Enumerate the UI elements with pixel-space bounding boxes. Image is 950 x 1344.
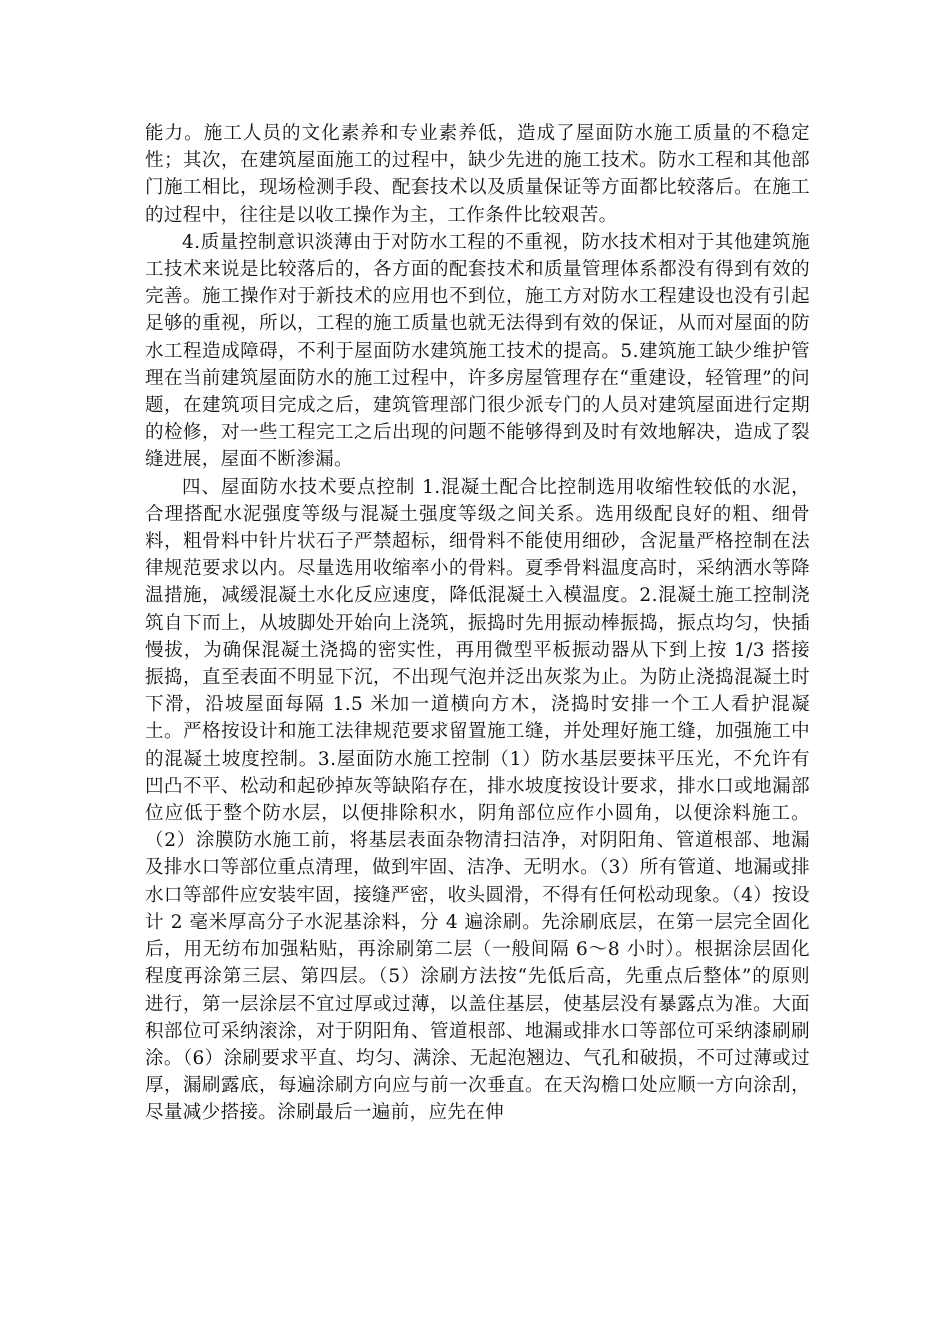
paragraph-3: 四、屋面防水技术要点控制 1.混凝土配合比控制选用收缩性较低的水泥，合理搭配水泥强度等级与混凝土强度等级之间关系。选用级配良好的粗、细骨料，粗骨料中针片状石子严禁超标，细骨料不能使用细砂，含泥量严格控制在法律规范要求以内。尽量选用收缩率小的骨料。夏季骨料温度高时，采纳洒水等降温措施，减缓混凝土水化反应速度，降低混凝土入模温度。2.混凝土施工控制浇筑自下而上，从坡脚处开始向上浇筑，振捣时先用振动棒振捣，振点均匀，快插慢拔，为确保混凝土浇捣的密实性，再用微型平板振动器从下到上按 1/3 搭接振捣，直至表面不明显下沉，不出现气泡并泛出灰浆为止。为防止浇捣混凝土时下滑，沿坡屋面每隔 1.5 米加一道横向方木，浇捣时安排一个工人看护混凝土。严格按设计和施工法律规范要求留置施工缝，并处理好施工缝，加强施工中的混凝土坡度控制。3.屋面防水施工控制（1）防水基层要抹平压光，不允许有凹凸不平、松动和起砂掉灰等缺陷存在，排水坡度按设计要求，排水口或地漏部位应低于整个防水层，以便排除积水，阴角部位应作小圆角，以便涂料施工。（2）涂膜防水施工前，将基层表面杂物清扫洁净，对阴阳角、管道根部、地漏及排水口等部位重点清理，做到牢固、洁净、无明水。（3）所有管道、地漏或排水口等部件应安装牢固，接缝严密，收头圆滑，不得有任何松动现象。（4）按设计 2 毫米厚高分子水泥基涂料，分 4 遍涂刷。先涂刷底层，在第一层完全固化后，用无纺布加强粘贴，再涂刷第二层（一般间隔 6～8 小时）。根据涂层固化程度再涂第三层、第四层。（5）涂刷方法按“先低后高，先重点后整体”的原则进行，第一层涂层不宜过厚或过薄，以盖住基层，使基层没有暴露点为准。大面积部位可采纳滚涂，对于阴阳角、管道根部、地漏或排水口等部位可采纳漆刷刷涂。（6）涂刷要求平直、均匀、满涂、无起泡翘边、气孔和破损，不可过薄或过厚，漏刷露底，每遍涂刷方向应与前一次垂直。在天沟檐口处应顺一方向涂刮，尽量减少搭接。涂刷最后一遍前，应先在伸 [145, 476, 810, 1124]
paragraph-1: 能力。施工人员的文化素养和专业素养低，造成了屋面防水施工质量的不稳定性；其次，在建筑屋面施工的过程中，缺少先进的施工技术。防水工程和其他部门施工相比，现场检测手段、配套技术以及质量保证等方面都比较落后。在施工的过程中，往往是以收工操作为主，工作条件比较艰苦。 [145, 123, 810, 226]
paragraph-2: 4.质量控制意识淡薄由于对防水工程的不重视，防水技术相对于其他建筑施工技术来说是比较落后的，各方面的配套技术和质量管理体系都没有得到有效的完善。施工操作对于新技术的应用也不到位，施工方对防水工程建设也没有引起足够的重视，所以，工程的施工质量也就无法得到有效的保证，从而对屋面的防水工程造成障碍，不利于屋面防水建筑施工技术的提高。5.建筑施工缺少维护管理在当前建筑屋面防水的施工过程中，许多房屋管理存在“重建设，轻管理”的问题，在建筑项目完成之后，建筑管理部门很少派专门的人员对建筑屋面进行定期的检修，对一些工程完工之后出现的问题不能够得到及时有效地解决，造成了裂缝进展，屋面不断渗漏。 [145, 231, 810, 471]
document-body [145, 120, 810, 1127]
